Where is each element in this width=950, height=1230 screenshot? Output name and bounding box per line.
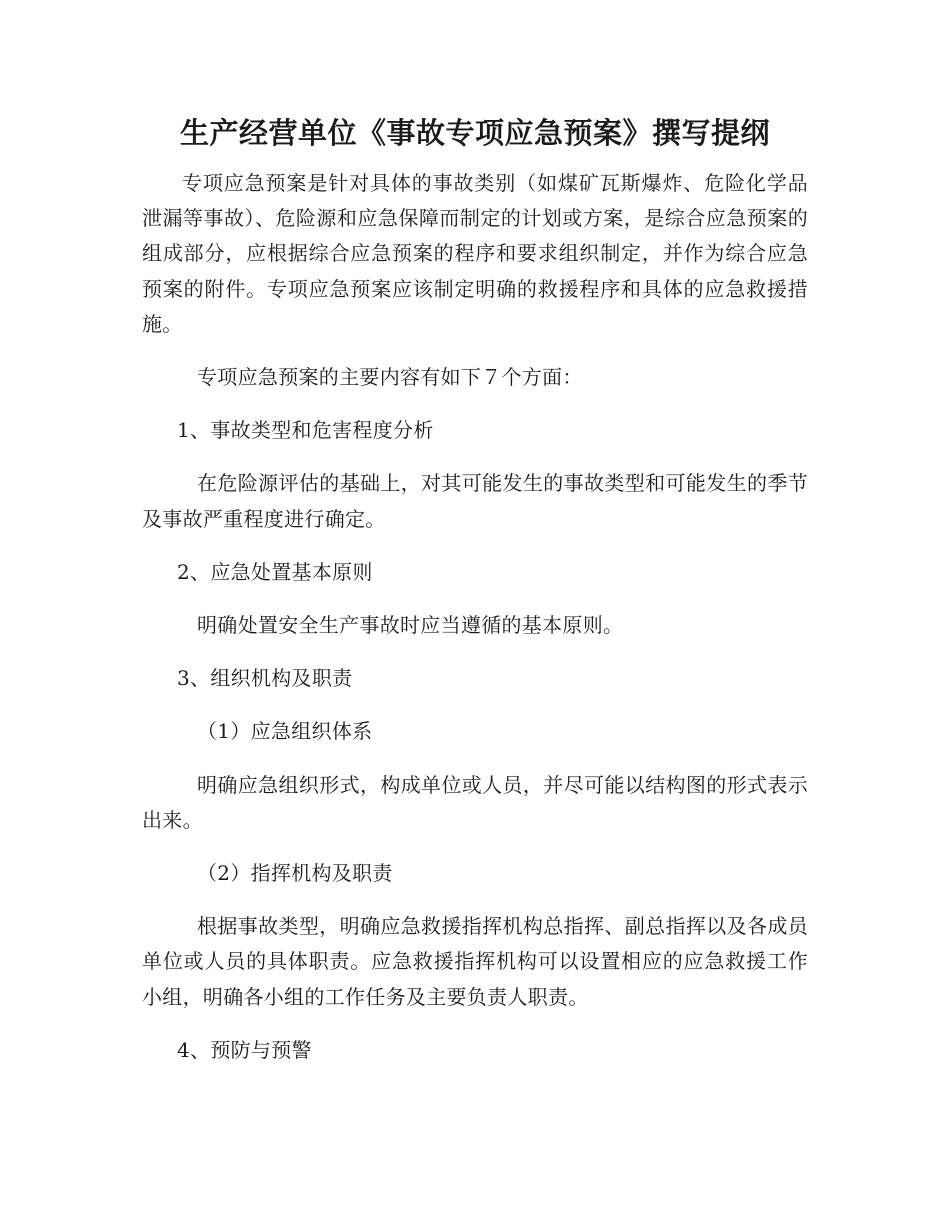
- subsection-body-3-2: 根据事故类型，明确应急救援指挥机构总指挥、副总指挥以及各成员单位或人员的具体职责。应急救援指挥机构可以设置相应的应急救援工作小组，明确各小组的工作任务及主要负责人职责。: [142, 914, 808, 1009]
- section-body-2: 明确处置安全生产事故时应当遵循的基本原则。: [197, 613, 624, 638]
- section-heading-1: 1、事故类型和危害程度分析: [177, 418, 434, 443]
- document-title: 生产经营单位《事故专项应急预案》撰写提纲: [179, 116, 770, 150]
- summary-paragraph: 专项应急预案的主要内容有如下７个方面：: [197, 365, 583, 390]
- section-heading-2: 2、应急处置基本原则: [177, 559, 373, 584]
- section-body-1: 在危险源评估的基础上，对其可能发生的事故类型和可能发生的季节及事故严重程度进行确定。: [142, 471, 808, 531]
- subsection-heading-3-2: （2）指挥机构及职责: [197, 861, 393, 886]
- section-heading-4: 4、预防与预警: [177, 1037, 312, 1062]
- intro-paragraph: 专项应急预案是针对具体的事故类别（如煤矿瓦斯爆炸、危险化学品泄漏等事故）、危险源和应急保障而制定的计划或方案，是综合应急预案的组成部分，应根据综合应急预案的程序和要求组织制定，并作为综合应急预案的附件。专项应急预案应该制定明确的救援程序和具体的应急救援措施。: [142, 171, 808, 336]
- section-heading-3: 3、组织机构及职责: [177, 666, 353, 691]
- subsection-body-3-1: 明确应急组织形式，构成单位或人员，并尽可能以结构图的形式表示出来。: [142, 772, 808, 832]
- document-page: [142, 100, 808, 1068]
- subsection-heading-3-1: （1）应急组织体系: [197, 719, 373, 744]
